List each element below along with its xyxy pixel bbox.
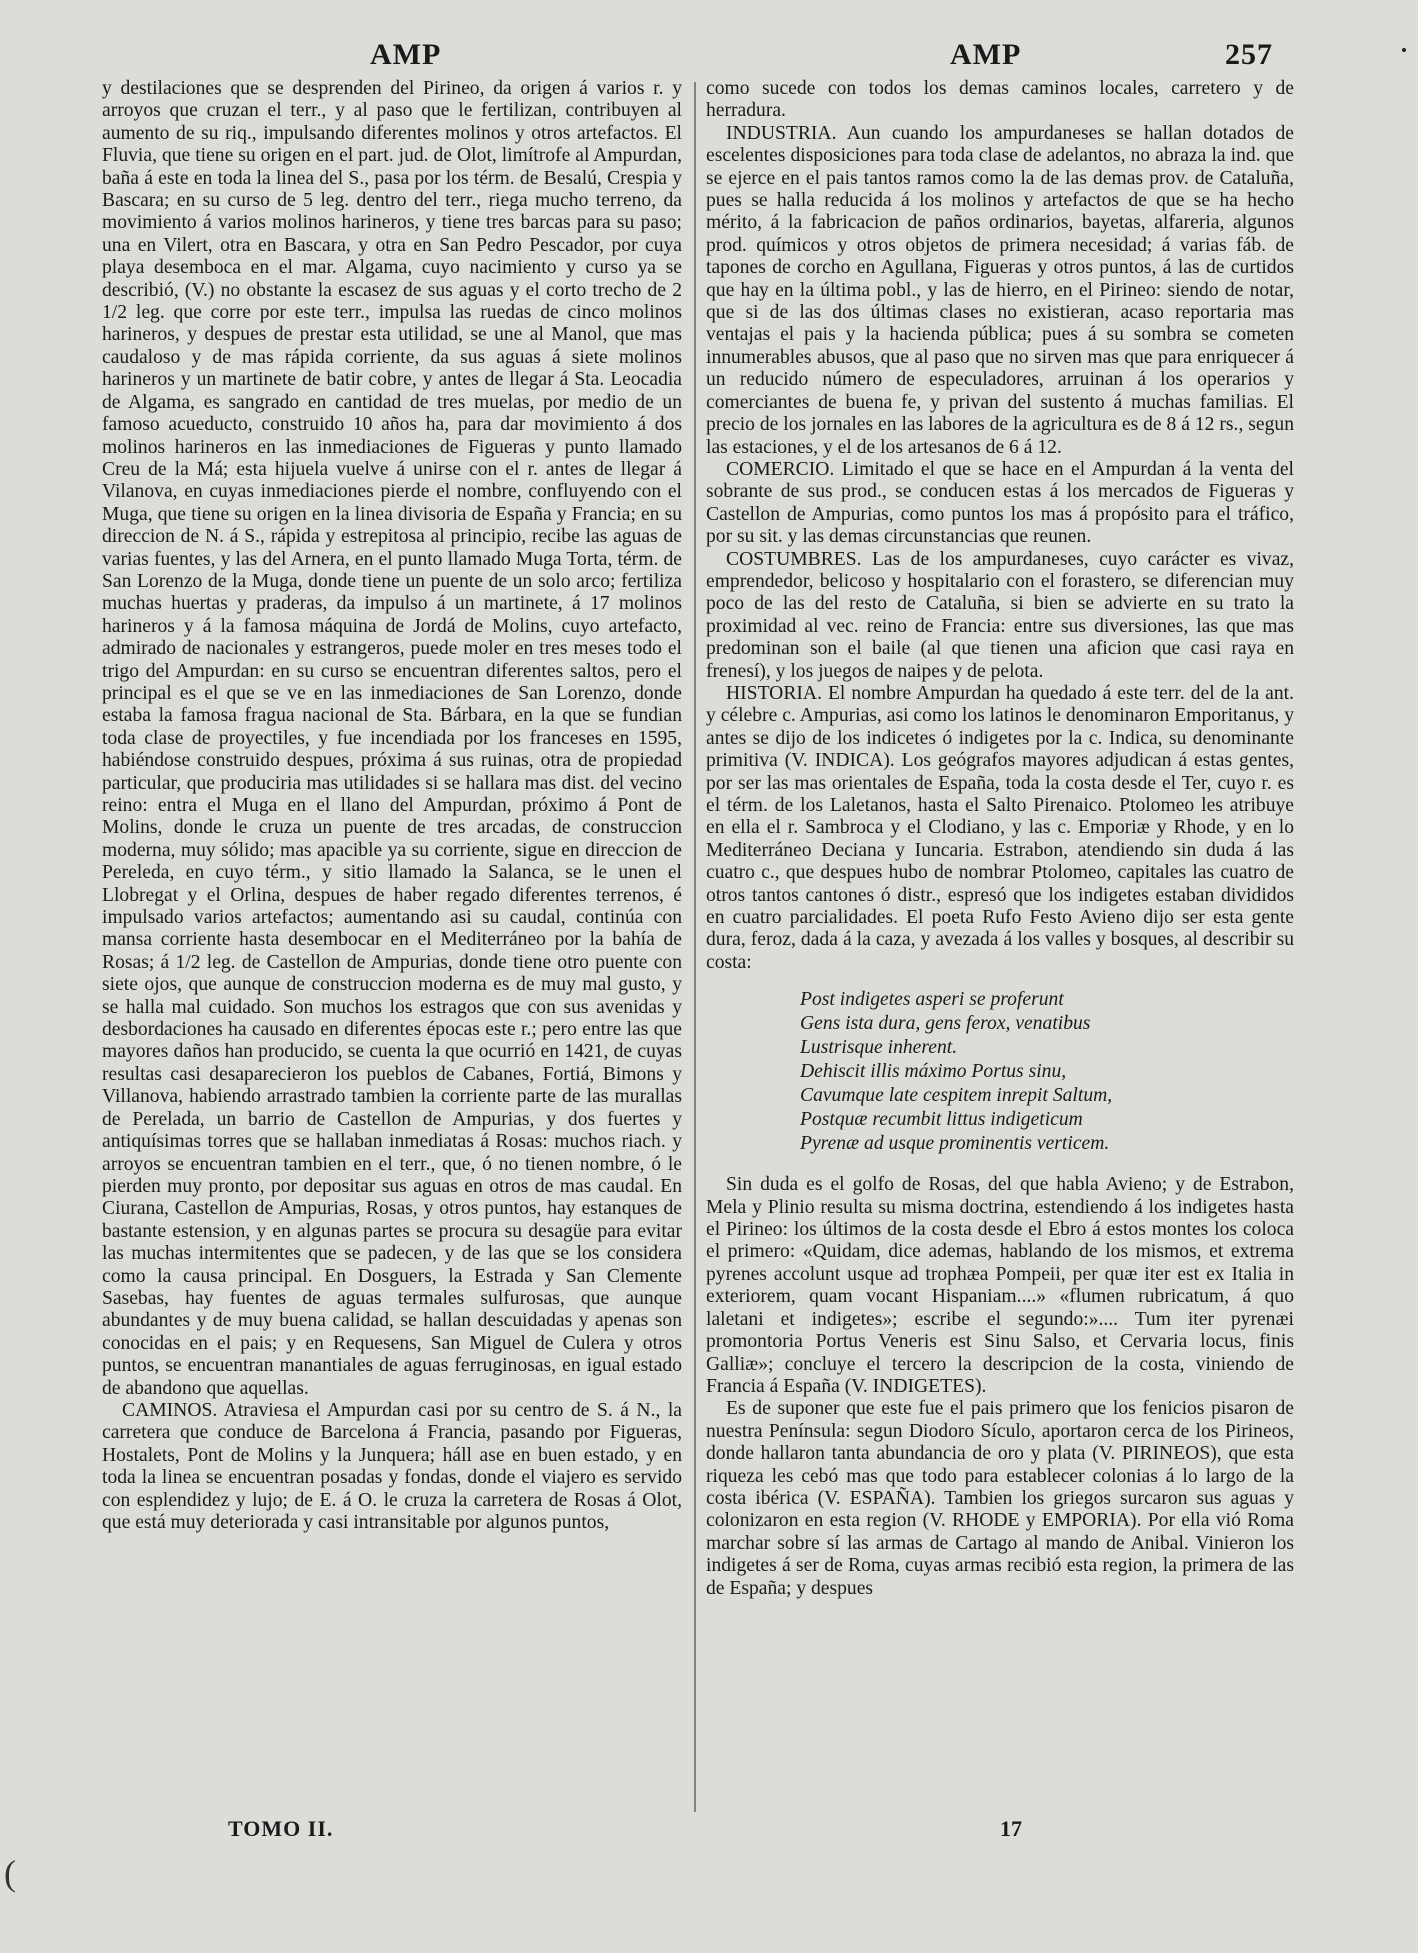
- paragraph-caminos: CAMINOS. Atraviesa el Ampurdan casi por su centro de S. á N., la carretera que conduce de Barcelona á Francia, pasando por Figueras, Hostalets, Pont de Molins y la Junquera; háll ase en buen estado, y en toda la linea se encuentran posadas y fondas, donde el viajero es servido con esplendidez y lujo; de E. á O. le cruza la carretera de Rosas á Olot, que está muy deteriorada y casi intransitable por algunos puntos,: [102, 1399, 682, 1533]
- poem-line: Cavumque late cespitem inrepit Saltum,: [800, 1085, 1113, 1107]
- paragraph-costumbres: COSTUMBRES. Las de los ampurdaneses, cuyo carácter es vivaz, emprendedor, belicoso y hospitalario con el forastero, se diferencian muy poco de las del resto de Cataluña, si bien se advierte en su trato la proximidad al vec. reino de Francia: entre sus diversiones, las que mas predominan son el baile (al que tienen una aficion que casi raya en frenesí), y los juegos de naipes y de pelota.: [706, 548, 1294, 682]
- running-head-right: AMP: [950, 38, 1022, 71]
- page-number: 257: [1225, 38, 1273, 71]
- poem-line: Pyrenæ ad usque prominentis verticem.: [800, 1133, 1110, 1155]
- paragraph-industria: INDUSTRIA. Aun cuando los ampurdaneses se hallan dotados de escelentes disposiciones para toda clase de adelantos, no abraza la ind. que se ejerce en el pais tantos ramos como la de las demas prov. de Cataluña, pues se halla reducida á los molinos y artefactos de que se ha hecho mérito, á la fabricacion de paños ordinarios, bayetas, alfareria, algunos prod. químicos y otros objetos de primera necesidad; á varias fáb. de tapones de corcho en Agullana, Figueras y otros puntos, á las de curtidos que hay en la última pobl., y las de hierro, en el Pirineo: siendo de notar, que si de las dos últimas clases no existieran, acaso reportaria mas ventajas el pais y la hacienda pública; pues á su sombra se cometen innumerables abusos, que al paso que no sirven mas que para enriquecer á un reducido número de especuladores, arruinan á los operarios y comerciantes de buena fe, y privan del sustento á muchas familias. El precio de los jornales en las labores de la agricultura es de 8 á 12 rs., segun las estaciones, y el de los artesanos de 6 á 12.: [706, 122, 1294, 458]
- poem-line: Dehiscit illis máximo Portus sinu,: [800, 1061, 1067, 1083]
- poem-line: Post indigetes asperi se proferunt: [800, 989, 1064, 1011]
- paragraph-rivers: y destilaciones que se desprenden del Pirineo, da origen á varios r. y arroyos que cruzan el terr., y al paso que le fertilizan, contribuyen al aumento de su riq., impulsando diferentes molinos y otros artefactos. El Fluvia, que tiene su origen en el part. jud. de Olot, limítrofe al Ampurdan, baña á este en toda la linea del S., pasa por los térm. de Besalú, Crespia y Bascara; en su curso de 5 leg. dentro del terr., riega mucho terreno, da movimiento á varios molinos harineros, y tiene tres barcas para su paso; una en Vilert, otra en Bascara, y otra en San Pedro Pescador, por cuya playa desemboca en el mar. Algama, cuyo nacimiento y curso ya se describió, (V.) no obstante la escasez de sus aguas y el corto trecho de 2 1/2 leg. que corre por este terr., impulsa las ruedas de cinco molinos harineros, y despues de prestar esta utilidad, se une al Manol, que mas caudaloso y de mas rápida corriente, da sus aguas á siete molinos harineros y un martinete de batir cobre, y antes de llegar á Sta. Leocadia de Algama, es sangrado en cantidad de tres muelas, por medio de un famoso acueducto, construido 10 años ha, para dar movimiento á dos molinos harineros en las inmediaciones de Figueras y punto llamado Creu de la Má; esta hijuela vuelve á unirse con el r. antes de llegar á Vilanova, en cuyas inmediaciones pierde el nombre, confluyendo con el Muga, que tiene su origen en la linea divisoria de España y Francia; en su direccion de N. á S., rápida y estrepitosa al principio, recibe las aguas de varias fuentes, y las del Arnera, en el punto llamado Muga Torta, térm. de San Lorenzo de la Muga, donde tiene un puente de un solo arco; fertiliza muchas huertas y praderas, da impulso á un martinete, á 17 molinos harineros y á la famosa máquina de Jordá de Molins, cuyo artefacto, admirado de nacionales y estrangeros, puede moler en tres meses todo el trigo del Ampurdan: en su curso se encuentran diferentes saltos, pero el principal es el que se ve en las inmediaciones de San Lorenzo, donde estaba la famosa fragua nacional de Sta. Bárbara, en la que se fundian toda clase de proyectiles, y fue incendiada por los franceses en 1595, habiéndose construido despues, próxima á sus ruinas, otra de propiedad particular, que produciria mas utilidades si se hallara mas dist. del vecino reino: entra el Muga en el llano del Ampurdan, próximo á Pont de Molins, donde le cruza un puente de tres arcadas, de construccion moderna, muy sólido; mas apacible ya su corriente, sigue en direccion de Pereleda, en cuyo térm., y sitio llamado la Salanca, se le unen el Llobregat y el Orlina, despues de haber regado diferentes terrenos, é impulsado varios artefactos; aumentando asi su caudal, continúa con mansa corriente hasta desembocar en el Mediterráneo por la bahía de Rosas; á 1/2 leg. de Castellon de Ampurias, donde tiene otro puente con siete ojos, que aunque de construccion moderna es de muy mal gusto, y se halla mal cuidado. Son muchos los estragos que con sus avenidas y desbordaciones ha causado en diferentes épocas este r.; pero entre las que mayores daños han producido, se cuenta la que ocurrió en 1421, de cuyas resultas casi desaparecieron los pueblos de Cabanes, Fortiá, Bimons y Villanova, habiendo arrastrado tambien la corriente parte de las murallas de Perelada, un barrio de Castellon de Ampurias, y dos fuertes y antiquísimas torres que se hallaban inmediatas á Rosas: muchos riach. y arroyos se encuentran tambien en el terr., que, ó no tienen nombre, ó le pierden muy pronto, por depositar sus aguas en otros de mas caudal. En Ciurana, Castellon de Ampurias, Rosas, y otros puntos, hay estanques de bastante estension, y en algunas partes se procura su desagüe para evitar las muchas intermitentes que se padecen, y de las que se los considera como la causa principal. En Dosguers, la Estrada y San Clemente Sasebas, hay fuentes de aguas termales sulfurosas, que aunque abundantes y de muy buena calidad, se hallan descuidadas y apenas son conocidas en el pais; y en Requesens, San Miguel de Culera y otros puntos, se encuentran manantiales de aguas ferruginosas, en igual estado de abandono que aquellas.: [102, 78, 682, 1399]
- paragraph-avieno: Sin duda es el golfo de Rosas, del que habla Avieno; y de Estrabon, Mela y Plinio resulta su misma doctrina, estendiendo á los indigetes hasta el Pirineo: los últimos de la costa desde el Ebro á estos montes los coloca el primero: «Quidam, dice ademas, hablando de los mismos, et extrema pyrenes accolunt usque ad trophæa Pompeii, per quæ iter est ex Italia in exteriorem, quam vocant Hispaniam....» «flumen rubricatum, á quo laletani et indigetes»; escribe el segundo:».... Tum iter pyrenæi promontoria Portus Veneris est Sinu Salso, et Cervaria locus, finis Galliæ»; concluye el tercero la descripcion de la costa, viniendo de Francia á España (V. INDIGETES).: [706, 1174, 1294, 1397]
- column-divider: [694, 82, 696, 1812]
- poem-line: Postquæ recumbit littus indigeticum: [800, 1109, 1083, 1131]
- right-column: [706, 78, 1294, 1600]
- running-head-left: AMP: [370, 38, 442, 71]
- paragraph-historia: HISTORIA. El nombre Ampurdan ha quedado á este terr. del de la ant. y célebre c. Ampurias, asi como los latinos le denominaron Emporitanus, y antes se dijo de los indicetes ó indigetes por la c. Indica, su denominante primitiva (V. INDICA). Los geógrafos mayores adjudican á estas gentes, por ser las mas orientales de España, toda la costa desde el Ter, cuyo r. es el térm. de los Laletanos, hasta el Salto Pirenaico. Ptolomeo les atribuye en ella el r. Sambroca y el Clodiano, y las c. Emporiæ y Rhode, y en lo Mediterráneo Deciana y Iuncaria. Estrabon, atendiendo sin duda á las cuatro c., que despues hubo de nombrar Ptolomeo, capitales las cuatro de otros tantos cantones ó distr., espresó que los indigetes estaban divididos en cuatro parcialidades. El poeta Rufo Festo Avieno dijo ser esta gente dura, feroz, dada á la caza, y avezada á los valles y bosques, al describir su costa:: [706, 682, 1294, 973]
- paragraph-comercio: COMERCIO. Limitado el que se hace en el Ampurdan á la venta del sobrante de sus prod., se conducen estas á los mercados de Figueras y Castellon de Ampurias, como puntos los mas á propósito para el tráfico, por su sit. y las demas circunstancias que reunen.: [706, 458, 1294, 548]
- left-column: [102, 78, 682, 1534]
- margin-bracket-mark: (: [4, 1853, 16, 1893]
- signature-mark: 17: [1000, 1816, 1022, 1841]
- poem-line: Lustrisque inherent.: [800, 1037, 958, 1059]
- ink-speck: [1402, 48, 1406, 52]
- paragraph-caminos-cont: como sucede con todos los demas caminos locales, carretero y de herradura.: [706, 78, 1294, 122]
- poem-line: Gens ista dura, gens ferox, venatibus: [800, 1013, 1091, 1035]
- paragraph-fenicios: Es de suponer que este fue el pais primero que los fenicios pisaron de nuestra Península: segun Diodoro Sículo, aportaron cerca de los Pirineos, donde hallaron tanta abundancia de oro y plata (V. PIRINEOS), que esta riqueza les cebó mas que todo para establecer colonias á lo largo de la costa ibérica (V. ESPAÑA). Tambien los griegos surcaron sus aguas y colonizaron en esta region (V. RHODE y EMPORIA). Por ella vió Roma marchar sobre sí las armas de Cartago al mando de Anibal. Vinieron los indigetes á ser de Roma, cuyas armas recibió esta region, la primera de las de España; y despues: [706, 1398, 1294, 1599]
- volume-label: TOMO II.: [228, 1816, 334, 1841]
- latin-poem: [800, 988, 1294, 1156]
